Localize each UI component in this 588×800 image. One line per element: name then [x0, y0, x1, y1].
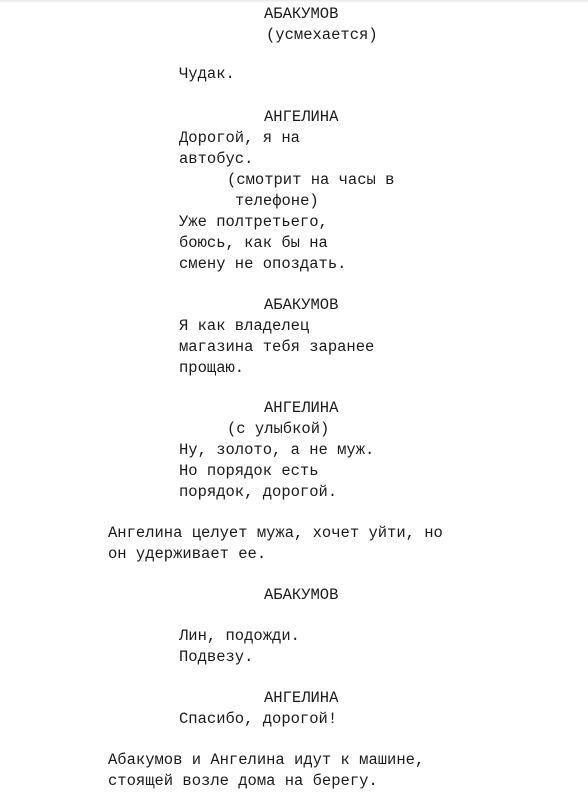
- action-line: стоящей возле дома на берегу.: [108, 772, 378, 790]
- parenthetical: (с улыбкой): [227, 420, 330, 438]
- character-name: АБАКУМОВ: [264, 586, 339, 604]
- dialogue-line: Ну, золото, а не муж.: [179, 441, 375, 459]
- character-name: АНГЕЛИНА: [264, 689, 339, 707]
- character-name: АБАКУМОВ: [264, 296, 339, 314]
- dialogue-line: Подвезу.: [179, 648, 254, 666]
- parenthetical: (усмехается): [266, 26, 378, 44]
- character-name: АНГЕЛИНА: [264, 108, 339, 126]
- dialogue-line: Дорогой, я на: [179, 129, 300, 147]
- dialogue-line: Спасибо, дорогой!: [179, 710, 338, 728]
- dialogue-line: смену не опоздать.: [179, 255, 347, 273]
- action-line: Ангелина целует мужа, хочет уйти, но: [108, 524, 443, 542]
- dialogue-line: Чудак.: [179, 65, 235, 83]
- dialogue-line: боюсь, как бы на: [179, 234, 328, 252]
- parenthetical: телефоне): [235, 192, 319, 210]
- dialogue-line: порядок, дорогой.: [179, 483, 338, 501]
- action-line: он удерживает ее.: [108, 545, 267, 563]
- page-top-edge: [0, 0, 588, 3]
- dialogue-line: Я как владелец: [179, 317, 310, 335]
- character-name: АНГЕЛИНА: [264, 399, 339, 417]
- dialogue-line: Лин, подожди.: [179, 627, 300, 645]
- action-line: Абакумов и Ангелина идут к машине,: [108, 751, 425, 769]
- character-name: АБАКУМОВ: [264, 5, 339, 23]
- dialogue-line: автобус.: [179, 150, 254, 168]
- dialogue-line: магазина тебя заранее: [179, 338, 375, 356]
- dialogue-line: прощаю.: [179, 359, 245, 377]
- parenthetical: (смотрит на часы в: [227, 171, 395, 189]
- dialogue-line: Но порядок есть: [179, 462, 319, 480]
- dialogue-line: Уже полтретьего,: [179, 213, 328, 231]
